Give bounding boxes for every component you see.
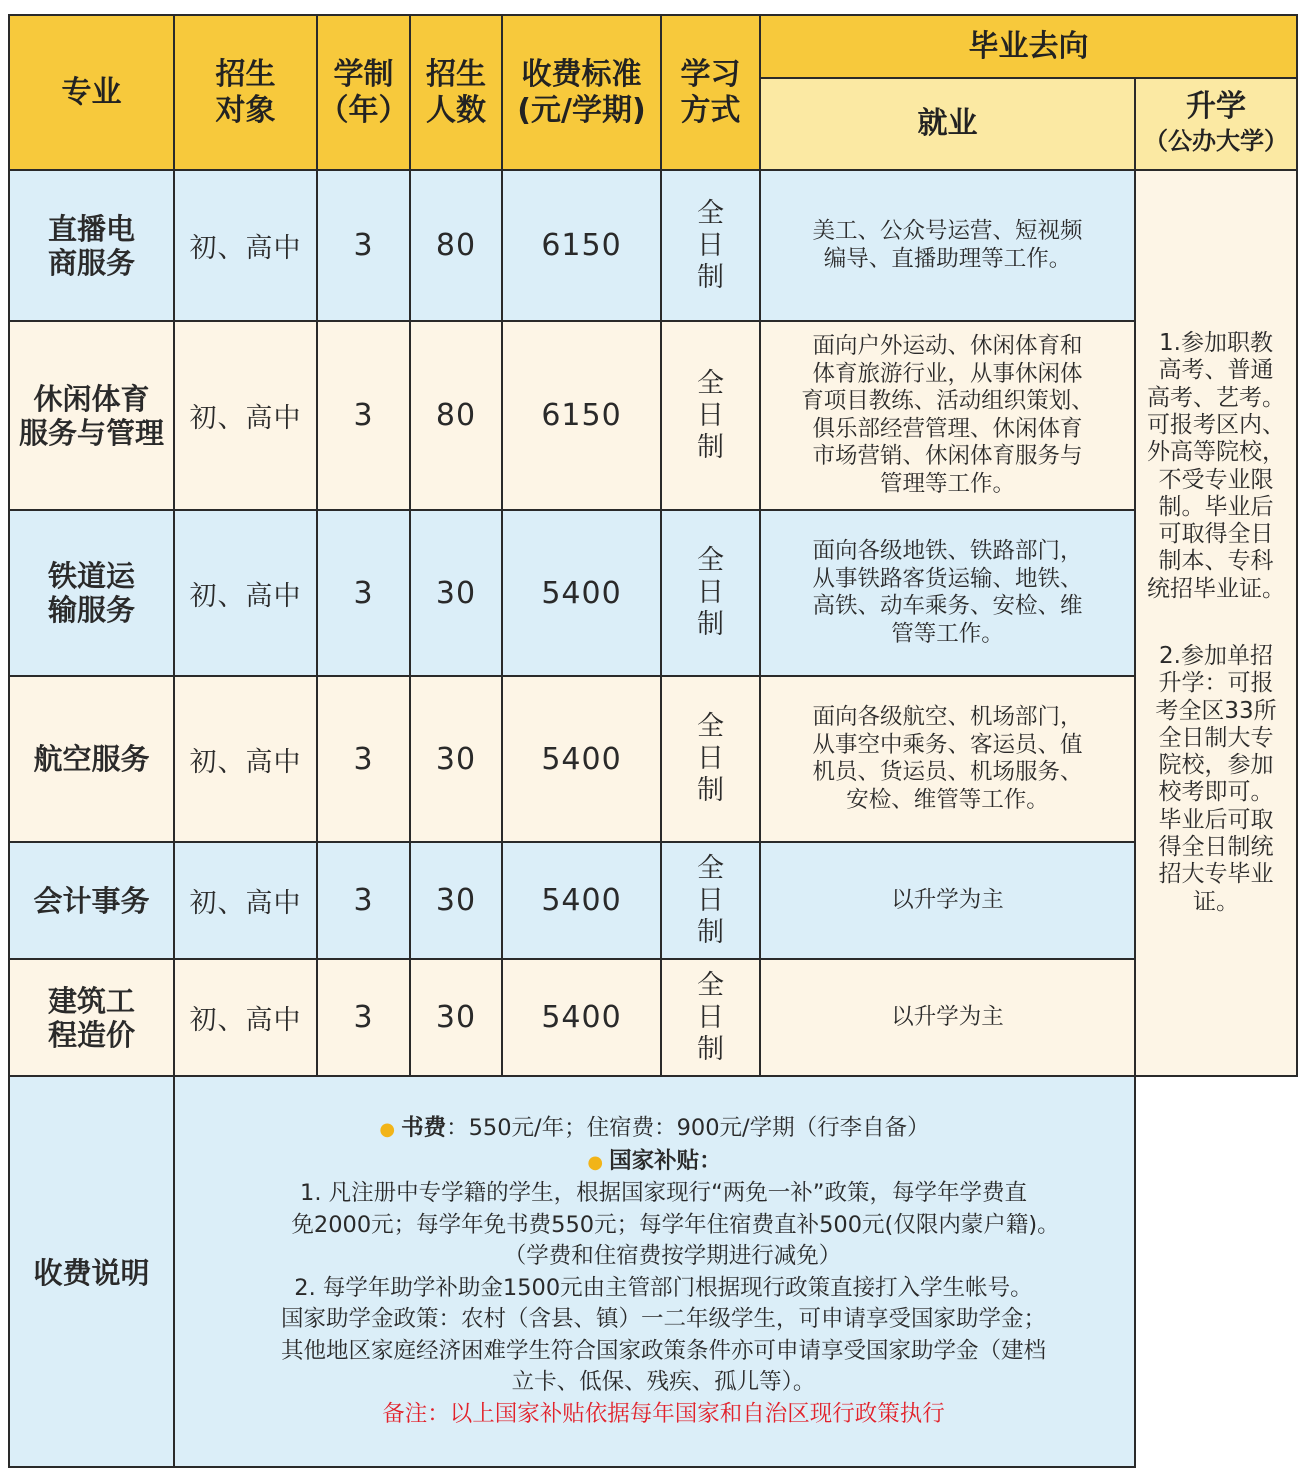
- mode-cell: 全 日 制: [661, 510, 760, 676]
- count-cell: 30: [410, 676, 502, 842]
- years-cell: 3: [317, 842, 410, 959]
- target-cell: 初、高中: [174, 170, 317, 321]
- table-row: [9, 842, 1297, 959]
- count-cell: 30: [410, 510, 502, 676]
- fee-cell: 6150: [502, 321, 661, 510]
- mode-cell: 全 日 制: [661, 959, 760, 1076]
- target-cell: 初、高中: [174, 321, 317, 510]
- fee-cell: 5400: [502, 510, 661, 676]
- mode-cell: 全 日 制: [661, 842, 760, 959]
- fee-cell: 5400: [502, 676, 661, 842]
- major-name: 建筑工 程造价: [9, 959, 174, 1076]
- header-destination: 毕业去向: [760, 15, 1297, 78]
- header-row-1: [9, 15, 1297, 78]
- employment-cell: 以升学为主: [760, 959, 1135, 1076]
- fee-explanation-label: 收费说明: [9, 1076, 174, 1467]
- fee-cell: 5400: [502, 959, 661, 1076]
- further-study-cell: 1.参加职教 高考、普通 高考、艺考。 可报考区内、 外高等院校， 不受专业限 制。毕业后 可取得全日 制本、专科 统招毕业证。 2.参加单招 升学：可报 考全区33所 全日制大专 院校，参加 校考即可。 毕业后可取 得全日制统 招大专毕业 证。: [1135, 170, 1297, 1076]
- count-cell: 30: [410, 959, 502, 1076]
- table-row: [9, 676, 1297, 842]
- major-name: 会计事务: [9, 842, 174, 959]
- target-cell: 初、高中: [174, 510, 317, 676]
- years-cell: 3: [317, 170, 410, 321]
- years-cell: 3: [317, 676, 410, 842]
- target-cell: 初、高中: [174, 959, 317, 1076]
- years-cell: 3: [317, 321, 410, 510]
- fee-cell: 5400: [502, 842, 661, 959]
- header-major: 专业: [9, 15, 174, 170]
- count-cell: 80: [410, 321, 502, 510]
- enrollment-table: [8, 14, 1298, 1468]
- employment-cell: 以升学为主: [760, 842, 1135, 959]
- book-fee-line: ● 书费：550元/年；住宿费：900元/学期（行李自备）: [379, 1115, 930, 1141]
- policy-line: 其他地区家庭经济困难学生符合国家政策条件亦可申请享受国家助学金（建档: [280, 1337, 1046, 1364]
- major-name: 直播电 商服务: [9, 170, 174, 321]
- employment-cell: 美工、公众号运营、短视频 编导、直播助理等工作。: [760, 170, 1135, 321]
- subsidy-item-1: 1. 凡注册中专学籍的学生，根据国家现行“两免一补”政策，每学年学费直: [300, 1180, 1027, 1206]
- header-count: 招生 人数: [410, 15, 502, 170]
- header-target: 招生 对象: [174, 15, 317, 170]
- fee-cell: 6150: [502, 170, 661, 321]
- target-cell: 初、高中: [174, 676, 317, 842]
- header-employment: 就业: [760, 78, 1135, 170]
- table-row: [9, 510, 1297, 676]
- employment-cell: 面向各级地铁、铁路部门， 从事铁路客货运输、地铁、 高铁、动车乘务、安检、维 管等工作。: [760, 510, 1135, 676]
- mode-cell: 全 日 制: [661, 321, 760, 510]
- remark-note: 备注：以上国家补贴依据每年国家和自治区现行政策执行: [382, 1400, 945, 1427]
- count-cell: 80: [410, 170, 502, 321]
- subsidy-heading: ● 国家补贴：: [587, 1147, 722, 1174]
- target-cell: 初、高中: [174, 842, 317, 959]
- count-cell: 30: [410, 842, 502, 959]
- policy-line: 立卡、低保、残疾、孤儿等）。: [511, 1369, 816, 1395]
- fee-explanation-body: [174, 1076, 1135, 1467]
- major-name: 航空服务: [9, 676, 174, 842]
- header-mode: 学习 方式: [661, 15, 760, 170]
- employment-cell: 面向各级航空、机场部门， 从事空中乘务、客运员、值 机员、货运员、机场服务、 安检、维管等工作。: [760, 676, 1135, 842]
- years-cell: 3: [317, 510, 410, 676]
- major-name: 休闲体育 服务与管理: [9, 321, 174, 510]
- mode-cell: 全 日 制: [661, 676, 760, 842]
- table-row: [9, 321, 1297, 510]
- table-row: [9, 170, 1297, 321]
- mode-cell: 全 日 制: [661, 170, 760, 321]
- header-years: 学制 （年）: [317, 15, 410, 170]
- header-fee: 收费标准 (元/学期): [502, 15, 661, 170]
- subsidy-item-2: 2. 每学年助学补助金1500元由主管部门根据现行政策直接打入学生帐号。: [294, 1274, 1033, 1301]
- major-name: 铁道运 输服务: [9, 510, 174, 676]
- subsidy-item-1-cont: 免2000元；每学年免书费550元；每学年住宿费直补500元(仅限内蒙户籍)。: [291, 1211, 1060, 1238]
- policy-line: 国家助学金政策：农村（含县、镇）一二年级学生，可申请享受国家助学金；: [280, 1306, 1046, 1332]
- employment-cell: 面向户外运动、休闲体育和 体育旅游行业，从事休闲体 育项目教练、活动组织策划、 俱乐部经营管理、休闲体育 市场营销、休闲体育服务与 管理等工作。: [760, 321, 1135, 510]
- header-further-study: 升学 （公办大学）: [1135, 78, 1297, 170]
- subsidy-item-1-note: （学费和住宿费按学期进行减免）: [503, 1243, 842, 1269]
- fee-explanation-row: [9, 1076, 1297, 1467]
- years-cell: 3: [317, 959, 410, 1076]
- bullet-icon: ●: [379, 1119, 396, 1140]
- table-row: [9, 959, 1297, 1076]
- bullet-icon: ●: [587, 1151, 604, 1173]
